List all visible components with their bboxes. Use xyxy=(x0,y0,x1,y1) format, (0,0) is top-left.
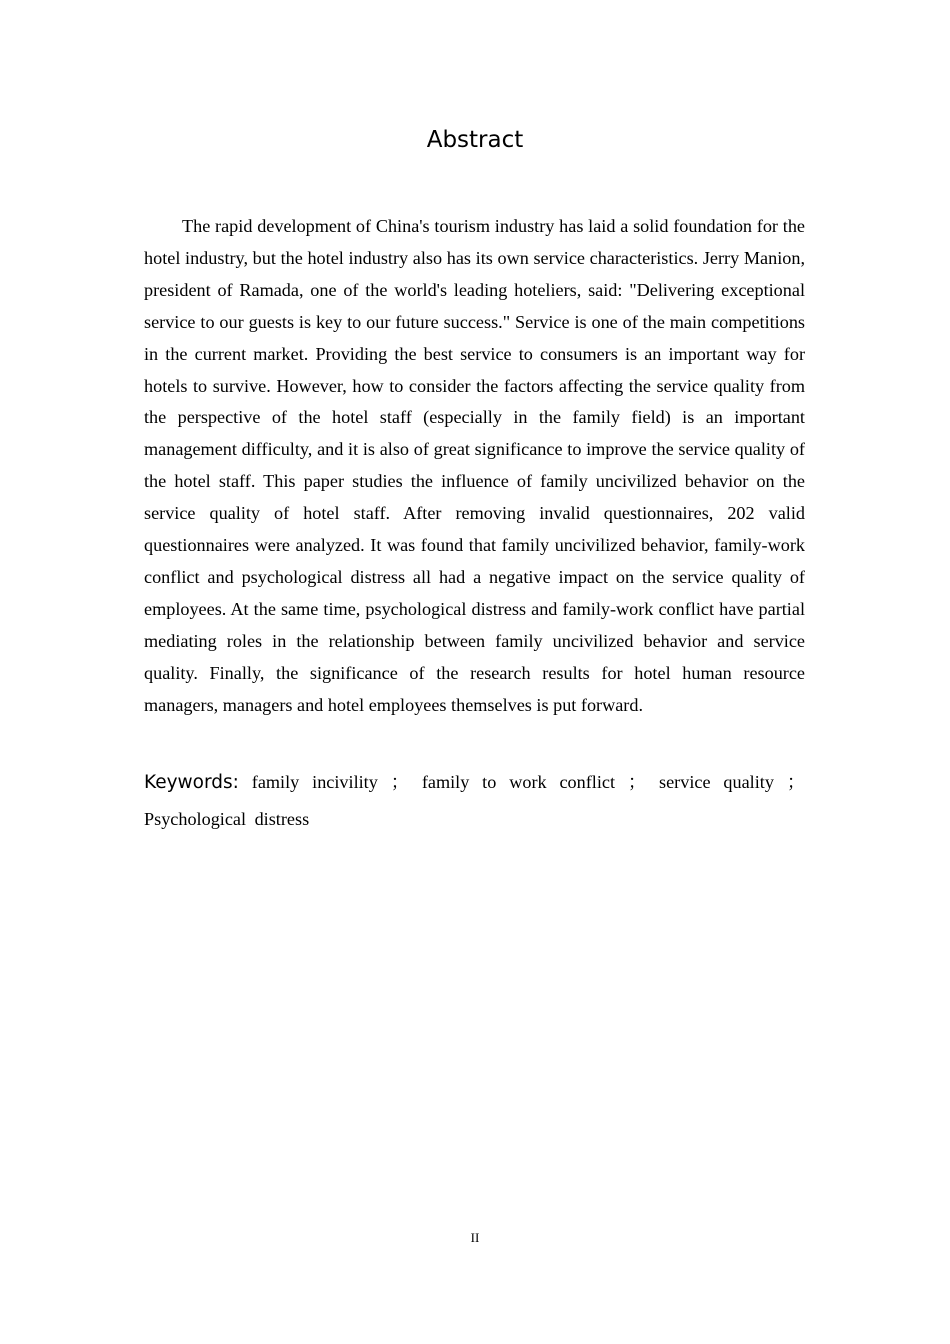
keyword-item: service quality xyxy=(659,772,774,792)
page-number: II xyxy=(470,1230,480,1245)
keyword-separator: ； xyxy=(627,772,647,792)
keyword-item: family to work conflict xyxy=(421,772,616,792)
keyword-separator: ； xyxy=(390,772,409,792)
keywords-label: Keywords: xyxy=(144,772,239,793)
keyword-item: Psychological distress xyxy=(144,809,310,829)
keywords-line xyxy=(144,764,805,837)
abstract-body: The rapid development of China's tourism industry has laid a solid foundation for the hotel industry, but the hotel industry also has its own service characteristics. Jerry Manion, president of Ramada, one of the world's leading hoteliers, said: "Delivering exceptional service to our guests is key to our future success." Service is one of the main competitions in the current market. Providing the best service to consumers is an important way for hotels to survive. However, how to consider the factors affecting the service quality from the perspective of the hotel staff (especially in the family field) is an important management difficulty, and it is also of great significance to improve the service quality of the hotel staff. This paper studies the influence of family uncivilized behavior on the service quality of hotel staff. After removing invalid questionnaires, 202 valid questionnaires were analyzed. It was found that family uncivilized behavior, family-work conflict and psychological distress all had a negative impact on the service quality of employees. At the same time, psychological distress and family-work conflict have partial mediating roles in the relationship between family uncivilized behavior and service quality. Finally, the significance of the research results for hotel human resource managers, managers and hotel employees themselves is put forward. xyxy=(144,216,805,715)
keyword-separator: ； xyxy=(786,772,806,792)
keyword-item: family incivility xyxy=(251,772,378,792)
abstract-title: Abstract xyxy=(426,127,524,153)
